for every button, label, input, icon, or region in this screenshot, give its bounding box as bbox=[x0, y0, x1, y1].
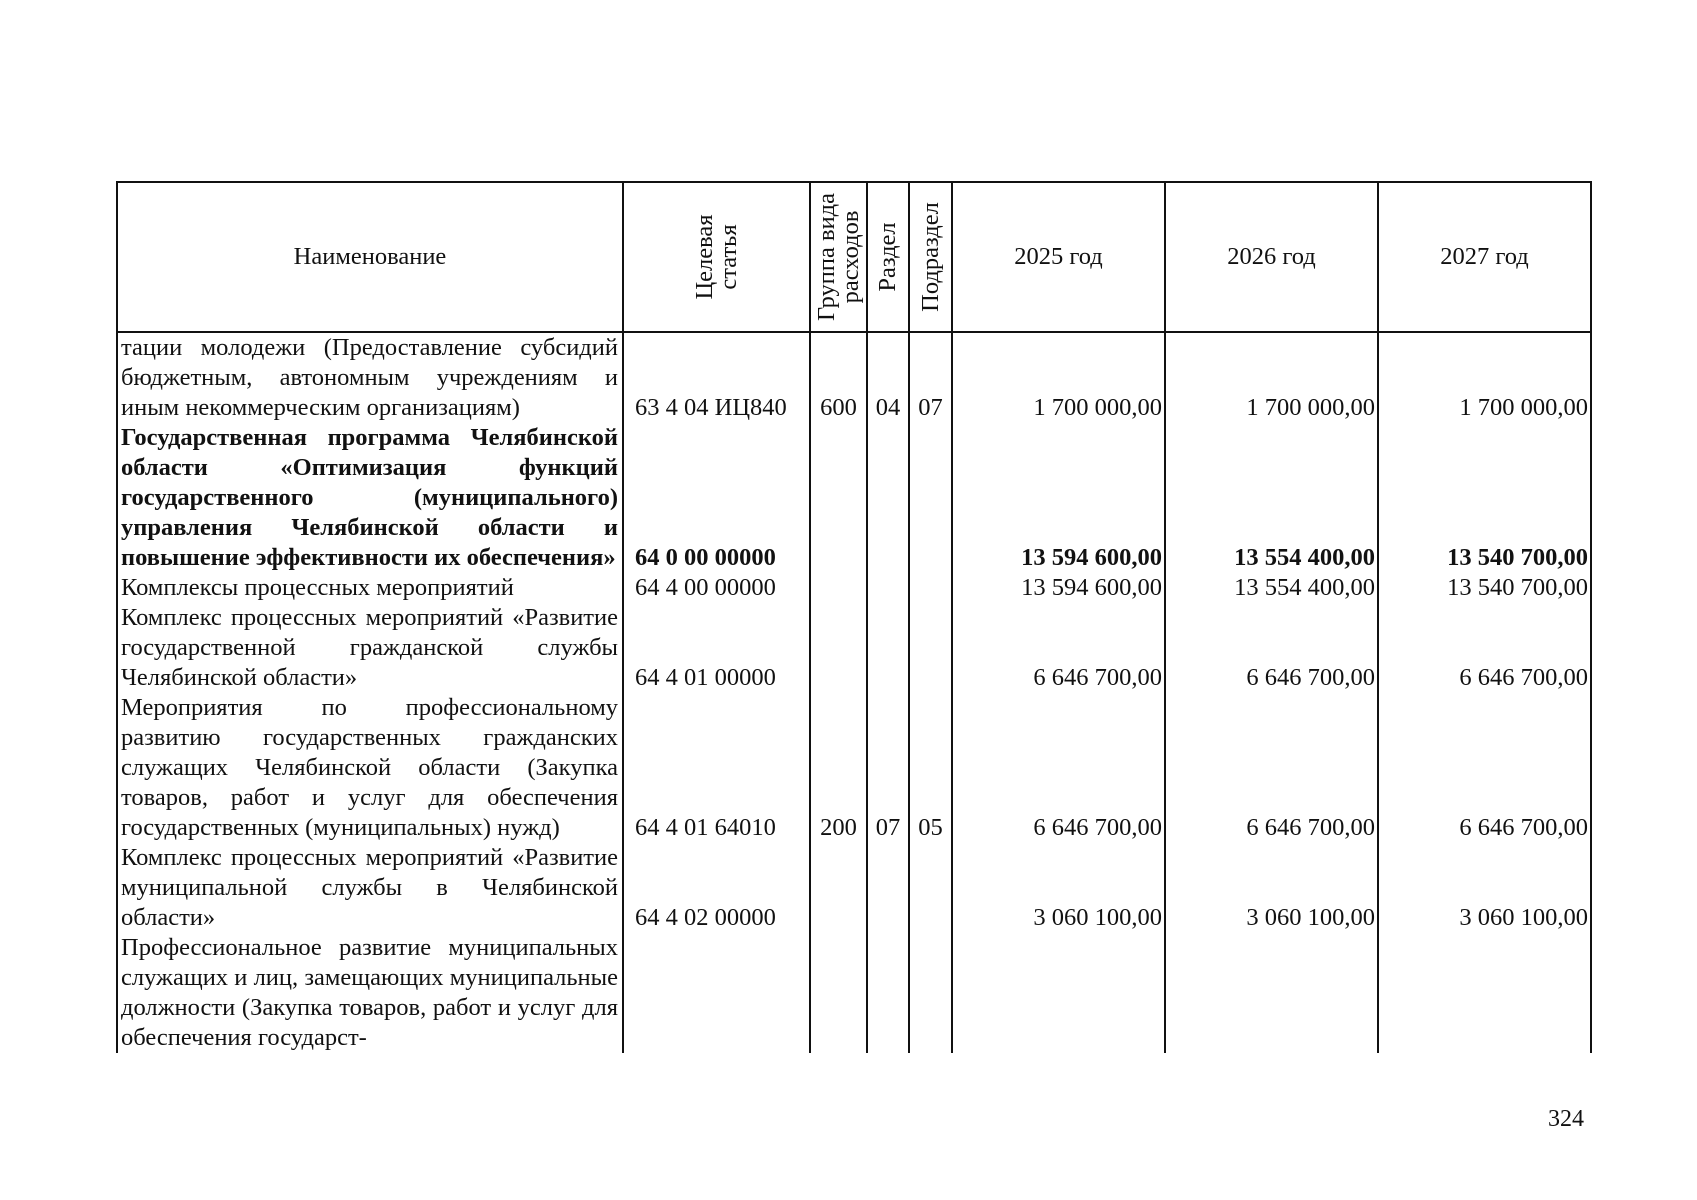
table-row bbox=[117, 332, 1591, 423]
header-year-2026: 2026 год bbox=[1165, 182, 1378, 332]
cell-name: Комплексы процессных мероприятий bbox=[117, 573, 623, 603]
cell-group bbox=[810, 423, 867, 573]
cell-2025: 6 646 700,00 bbox=[952, 603, 1165, 693]
cell-2027: 6 646 700,00 bbox=[1378, 693, 1591, 843]
header-name: Наименование bbox=[117, 182, 623, 332]
cell-section bbox=[867, 843, 909, 933]
header-year-2025: 2025 год bbox=[952, 182, 1165, 332]
cell-2027: 13 540 700,00 bbox=[1378, 423, 1591, 573]
cell-section bbox=[867, 423, 909, 573]
cell-subsection bbox=[909, 933, 952, 1053]
page-number: 324 bbox=[1548, 1106, 1584, 1132]
cell-code: 64 4 01 64010 bbox=[623, 693, 810, 843]
cell-2026: 13 554 400,00 bbox=[1165, 423, 1378, 573]
cell-group bbox=[810, 933, 867, 1053]
cell-2025 bbox=[952, 933, 1165, 1053]
header-subsection: Подраздел bbox=[909, 182, 952, 332]
cell-2027 bbox=[1378, 933, 1591, 1053]
table-row bbox=[117, 933, 1591, 1053]
header-expense-group: Группа вида расходов bbox=[810, 182, 867, 332]
table-header-row bbox=[117, 182, 1591, 332]
cell-code: 64 4 01 00000 bbox=[623, 603, 810, 693]
cell-2025: 13 594 600,00 bbox=[952, 573, 1165, 603]
cell-2027: 13 540 700,00 bbox=[1378, 573, 1591, 603]
cell-2025: 6 646 700,00 bbox=[952, 693, 1165, 843]
cell-2025: 13 594 600,00 bbox=[952, 423, 1165, 573]
cell-name: Комплекс процессных мероприятий «Развитие муниципальной службы в Челябинской области» bbox=[117, 843, 623, 933]
cell-2026: 6 646 700,00 bbox=[1165, 603, 1378, 693]
cell-2027: 3 060 100,00 bbox=[1378, 843, 1591, 933]
cell-name: Комплекс процессных мероприятий «Развитие государственной гражданской службы Челябинской области» bbox=[117, 603, 623, 693]
cell-2026: 1 700 000,00 bbox=[1165, 332, 1378, 423]
cell-name: Мероприятия по профессиональному развитию государственных гражданских служащих Челябинской области (Закупка товаров, работ и услуг для обеспечения государственных (муниципальных) нужд) bbox=[117, 693, 623, 843]
cell-group: 200 bbox=[810, 693, 867, 843]
cell-2026: 6 646 700,00 bbox=[1165, 693, 1378, 843]
cell-code bbox=[623, 933, 810, 1053]
table-row bbox=[117, 693, 1591, 843]
header-year-2027: 2027 год bbox=[1378, 182, 1591, 332]
cell-section bbox=[867, 933, 909, 1053]
cell-subsection: 07 bbox=[909, 332, 952, 423]
cell-2026: 13 554 400,00 bbox=[1165, 573, 1378, 603]
table-row bbox=[117, 423, 1591, 573]
cell-group bbox=[810, 843, 867, 933]
cell-name: Государственная программа Челябинской области «Оптимизация функций государственного (муниципального) управления Челябинской области и повышение эффективности их обеспечения» bbox=[117, 423, 623, 573]
cell-group bbox=[810, 573, 867, 603]
table-row bbox=[117, 843, 1591, 933]
cell-subsection bbox=[909, 603, 952, 693]
budget-table bbox=[116, 181, 1592, 1053]
cell-section bbox=[867, 573, 909, 603]
table-row bbox=[117, 603, 1591, 693]
cell-section: 04 bbox=[867, 332, 909, 423]
cell-subsection: 05 bbox=[909, 693, 952, 843]
cell-2026: 3 060 100,00 bbox=[1165, 843, 1378, 933]
cell-code: 64 4 02 00000 bbox=[623, 843, 810, 933]
cell-2025: 1 700 000,00 bbox=[952, 332, 1165, 423]
cell-code: 63 4 04 ИЦ840 bbox=[623, 332, 810, 423]
cell-2027: 1 700 000,00 bbox=[1378, 332, 1591, 423]
cell-section bbox=[867, 603, 909, 693]
cell-subsection bbox=[909, 843, 952, 933]
cell-name: тации молодежи (Предоставление субсидий бюджетным, автономным учреждениям и иным некоммерческим организациям) bbox=[117, 332, 623, 423]
cell-group: 600 bbox=[810, 332, 867, 423]
header-target-article: Целевая статья bbox=[623, 182, 810, 332]
cell-2026 bbox=[1165, 933, 1378, 1053]
cell-section: 07 bbox=[867, 693, 909, 843]
cell-group bbox=[810, 603, 867, 693]
cell-code: 64 0 00 00000 bbox=[623, 423, 810, 573]
table-row bbox=[117, 573, 1591, 603]
cell-subsection bbox=[909, 423, 952, 573]
cell-2025: 3 060 100,00 bbox=[952, 843, 1165, 933]
cell-2027: 6 646 700,00 bbox=[1378, 603, 1591, 693]
cell-name: Профессиональное развитие муниципальных служащих и лиц, замещающих муниципальные должности (Закупка товаров, работ и услуг для обеспечения государст- bbox=[117, 933, 623, 1053]
header-section: Раздел bbox=[867, 182, 909, 332]
cell-code: 64 4 00 00000 bbox=[623, 573, 810, 603]
cell-subsection bbox=[909, 573, 952, 603]
